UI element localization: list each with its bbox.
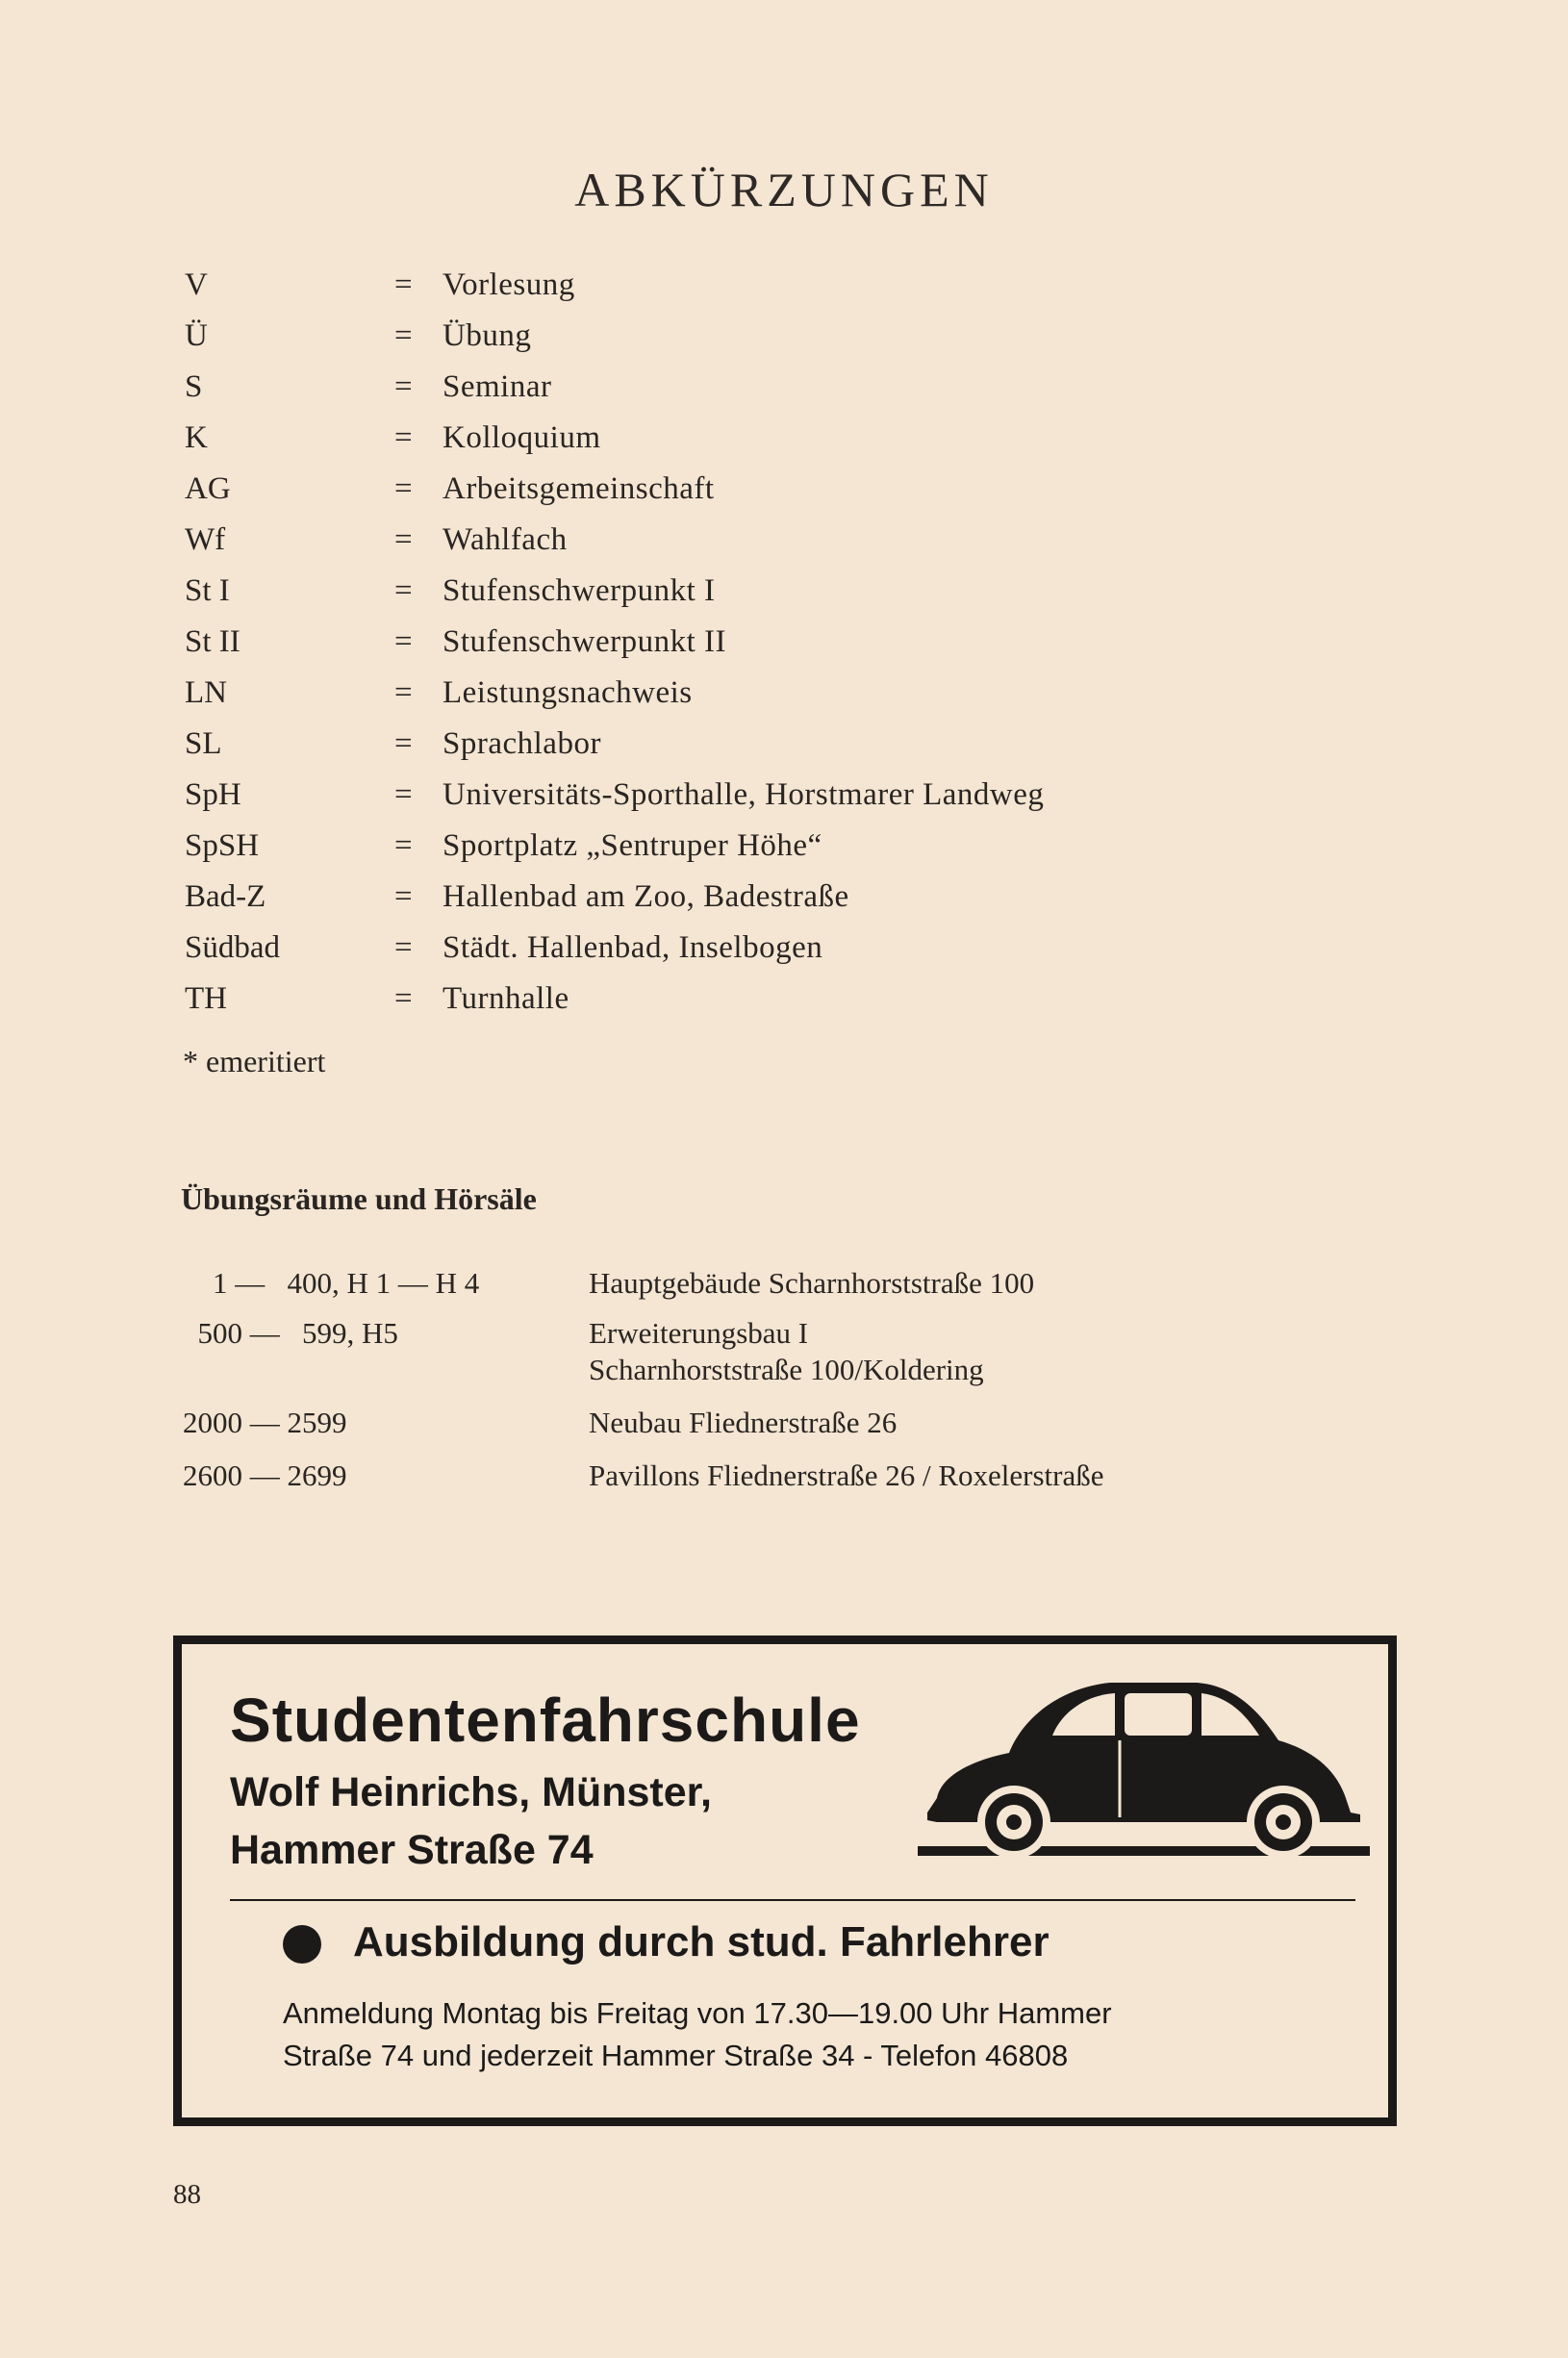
room-range: 1 — 400, H 1 — H 4 bbox=[183, 1266, 480, 1300]
abbreviation-meaning: Stufenschwerpunkt II bbox=[443, 624, 727, 659]
advert-address: Hammer Straße 74 bbox=[230, 1827, 594, 1873]
abbreviation-list bbox=[185, 260, 1339, 1025]
abbreviation-key: LN bbox=[185, 675, 227, 710]
equals-sign: = bbox=[394, 828, 413, 863]
equals-sign: = bbox=[394, 726, 413, 761]
abbreviation-row bbox=[185, 362, 1339, 413]
advert-divider bbox=[230, 1899, 1355, 1901]
abbreviation-row bbox=[185, 770, 1339, 821]
equals-sign: = bbox=[394, 879, 413, 914]
abbreviation-key: TH bbox=[185, 981, 227, 1016]
advert-school-name: Studentenfahrschule bbox=[230, 1686, 861, 1755]
room-description-line: Scharnhorststraße 100/Koldering bbox=[589, 1353, 984, 1386]
abbreviation-meaning: Universitäts-Sporthalle, Horstmarer Landweg bbox=[443, 777, 1045, 812]
abbreviation-meaning: Städt. Hallenbad, Inselbogen bbox=[443, 930, 823, 965]
room-description bbox=[589, 1315, 1358, 1388]
page-title: ABKÜRZUNGEN bbox=[574, 163, 994, 216]
abbreviation-row bbox=[185, 515, 1339, 566]
abbreviation-key: AG bbox=[185, 471, 231, 506]
abbreviation-key: Bad-Z bbox=[185, 879, 266, 914]
abbreviation-key: Wf bbox=[185, 522, 226, 557]
equals-sign: = bbox=[394, 777, 413, 812]
abbreviation-meaning: Kolloquium bbox=[443, 420, 601, 455]
car-icon bbox=[918, 1668, 1370, 1870]
abbreviation-row bbox=[185, 719, 1339, 770]
abbreviation-key: SpH bbox=[185, 777, 241, 812]
equals-sign: = bbox=[394, 675, 413, 710]
equals-sign: = bbox=[394, 318, 413, 353]
equals-sign: = bbox=[394, 369, 413, 404]
room-description bbox=[589, 1405, 1358, 1441]
abbreviation-row bbox=[185, 311, 1339, 362]
abbreviation-key: Südbad bbox=[185, 930, 280, 965]
room-range: 2600 — 2699 bbox=[183, 1458, 347, 1492]
abbreviation-row bbox=[185, 566, 1339, 617]
abbreviation-key: S bbox=[185, 369, 203, 404]
abbreviation-meaning: Leistungsnachweis bbox=[443, 675, 693, 710]
abbreviation-row bbox=[185, 668, 1339, 719]
room-description-line: Erweiterungsbau I bbox=[589, 1316, 809, 1350]
abbreviation-row bbox=[185, 821, 1339, 872]
abbreviation-meaning: Übung bbox=[443, 318, 532, 353]
abbreviation-key: SL bbox=[185, 726, 222, 761]
advert-hours-line: Anmeldung Montag bis Freitag von 17.30—19.00 Uhr Hammer bbox=[283, 1996, 1112, 2030]
equals-sign: = bbox=[394, 267, 413, 302]
equals-sign: = bbox=[394, 420, 413, 455]
abbreviation-key: St I bbox=[185, 573, 230, 608]
page-number: 88 bbox=[173, 2179, 201, 2210]
abbreviation-key: SpSH bbox=[185, 828, 260, 863]
abbreviation-meaning: Turnhalle bbox=[443, 981, 569, 1016]
abbreviation-row bbox=[185, 260, 1339, 311]
abbreviation-row bbox=[185, 923, 1339, 974]
abbreviation-meaning: Stufenschwerpunkt I bbox=[443, 573, 716, 608]
equals-sign: = bbox=[394, 624, 413, 659]
room-description-line: Hauptgebäude Scharnhorststraße 100 bbox=[589, 1266, 1035, 1300]
abbreviation-key: St II bbox=[185, 624, 240, 659]
equals-sign: = bbox=[394, 930, 413, 965]
room-description bbox=[589, 1458, 1358, 1494]
abbreviation-row bbox=[185, 413, 1339, 464]
rooms-heading: Übungsräume und Hörsäle bbox=[181, 1181, 537, 1216]
abbreviation-meaning: Arbeitsgemeinschaft bbox=[443, 471, 715, 506]
advert-owner: Wolf Heinrichs, Münster, bbox=[230, 1769, 712, 1815]
room-description-line: Neubau Fliednerstraße 26 bbox=[589, 1406, 898, 1439]
abbreviation-row bbox=[185, 464, 1339, 515]
room-description bbox=[589, 1265, 1358, 1302]
advert-hours-line: Straße 74 und jederzeit Hammer Straße 34 - Telefon 46808 bbox=[283, 2039, 1069, 2072]
equals-sign: = bbox=[394, 981, 413, 1016]
abbreviation-key: K bbox=[185, 420, 208, 455]
driving-school-advert bbox=[173, 1635, 1397, 2126]
room-range: 500 — 599, H5 bbox=[183, 1316, 398, 1350]
advert-hours bbox=[283, 1992, 1360, 2077]
abbreviation-row bbox=[185, 872, 1339, 923]
abbreviation-meaning: Wahlfach bbox=[443, 522, 568, 557]
bullet-icon bbox=[283, 1925, 321, 1964]
abbreviation-meaning: Sprachlabor bbox=[443, 726, 601, 761]
abbreviation-row bbox=[185, 617, 1339, 668]
advert-tagline: Ausbildung durch stud. Fahrlehrer bbox=[353, 1918, 1050, 1965]
equals-sign: = bbox=[394, 471, 413, 506]
abbreviation-meaning: Seminar bbox=[443, 369, 552, 404]
footnote: * emeritiert bbox=[183, 1044, 326, 1078]
equals-sign: = bbox=[394, 573, 413, 608]
abbreviation-meaning: Sportplatz „Sentruper Höhe“ bbox=[443, 828, 822, 863]
abbreviation-key: V bbox=[185, 267, 208, 302]
equals-sign: = bbox=[394, 522, 413, 557]
room-range: 2000 — 2599 bbox=[183, 1406, 347, 1439]
abbreviation-meaning: Vorlesung bbox=[443, 267, 575, 302]
abbreviation-row bbox=[185, 974, 1339, 1025]
abbreviation-meaning: Hallenbad am Zoo, Badestraße bbox=[443, 879, 849, 914]
room-description-line: Pavillons Fliednerstraße 26 / Roxelerstraße bbox=[589, 1458, 1104, 1492]
abbreviation-key: Ü bbox=[185, 318, 208, 353]
